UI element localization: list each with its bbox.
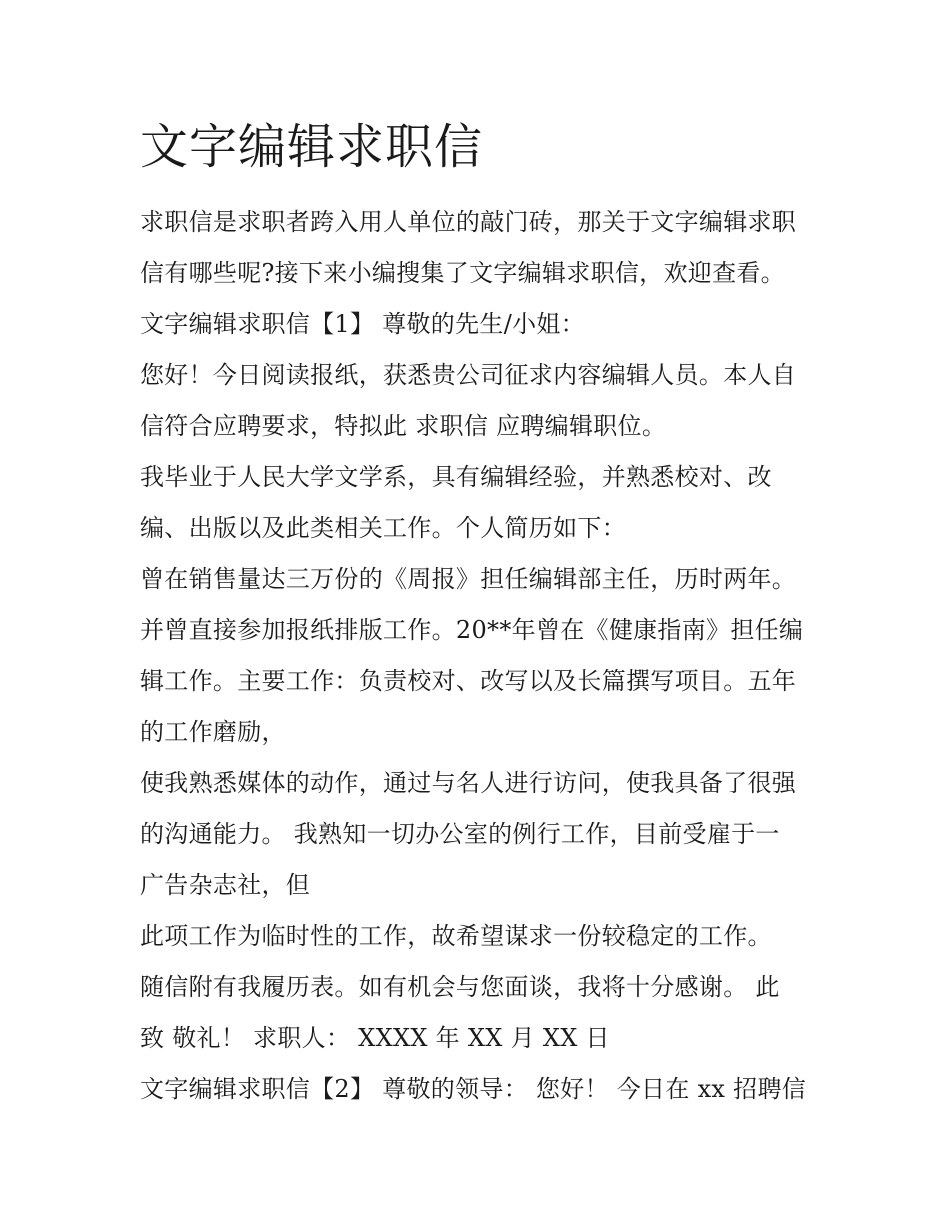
body-line: 文字编辑求职信【2】 尊敬的领导： 您好！ 今日在 xx 招聘信: [140, 1075, 807, 1103]
body-line: 辑工作。主要工作：负责校对、改写以及长篇撰写项目。五年: [140, 667, 797, 695]
document-body: [140, 197, 820, 1115]
body-line: 使我熟悉媒体的动作，通过与名人进行访问，使我具备了很强: [140, 769, 797, 797]
body-line: 编、出版以及此类相关工作。个人简历如下：: [140, 514, 626, 542]
body-line: 信符合应聘要求，特拟此 求职信 应聘编辑职位。: [140, 412, 667, 440]
document-title: 文字编辑求职信: [140, 119, 484, 175]
body-line: 随信附有我履历表。如有机会与您面谈，我将十分感谢。 此: [140, 973, 780, 1001]
body-line: 广告杂志社，但: [140, 871, 311, 899]
body-line: 致 敬礼！ 求职人： XXXX 年 XX 月 XX 日: [140, 1024, 610, 1052]
body-line: 信有哪些呢?接下来小编搜集了文字编辑求职信，欢迎查看。: [140, 259, 785, 287]
body-line: 您好！今日阅读报纸，获悉贵公司征求内容编辑人员。本人自: [140, 361, 797, 389]
body-line: 的沟通能力。 我熟知一切办公室的例行工作，目前受雇于一: [140, 820, 780, 848]
body-line: 求职信是求职者跨入用人单位的敲门砖，那关于文字编辑求职: [140, 208, 797, 236]
body-line: 我毕业于人民大学文学系，具有编辑经验，并熟悉校对、改: [140, 463, 772, 491]
body-line: 曾在销售量达三万份的《周报》担任编辑部主任，历时两年。: [140, 565, 797, 593]
body-line: 文字编辑求职信【1】 尊敬的先生/小姐：: [140, 310, 585, 338]
body-line: 此项工作为临时性的工作，故希望谋求一份较稳定的工作。: [140, 922, 772, 950]
body-line: 并曾直接参加报纸排版工作。20**年曾在《健康指南》担任编: [140, 616, 804, 644]
body-line: 的工作磨励，: [140, 718, 286, 746]
